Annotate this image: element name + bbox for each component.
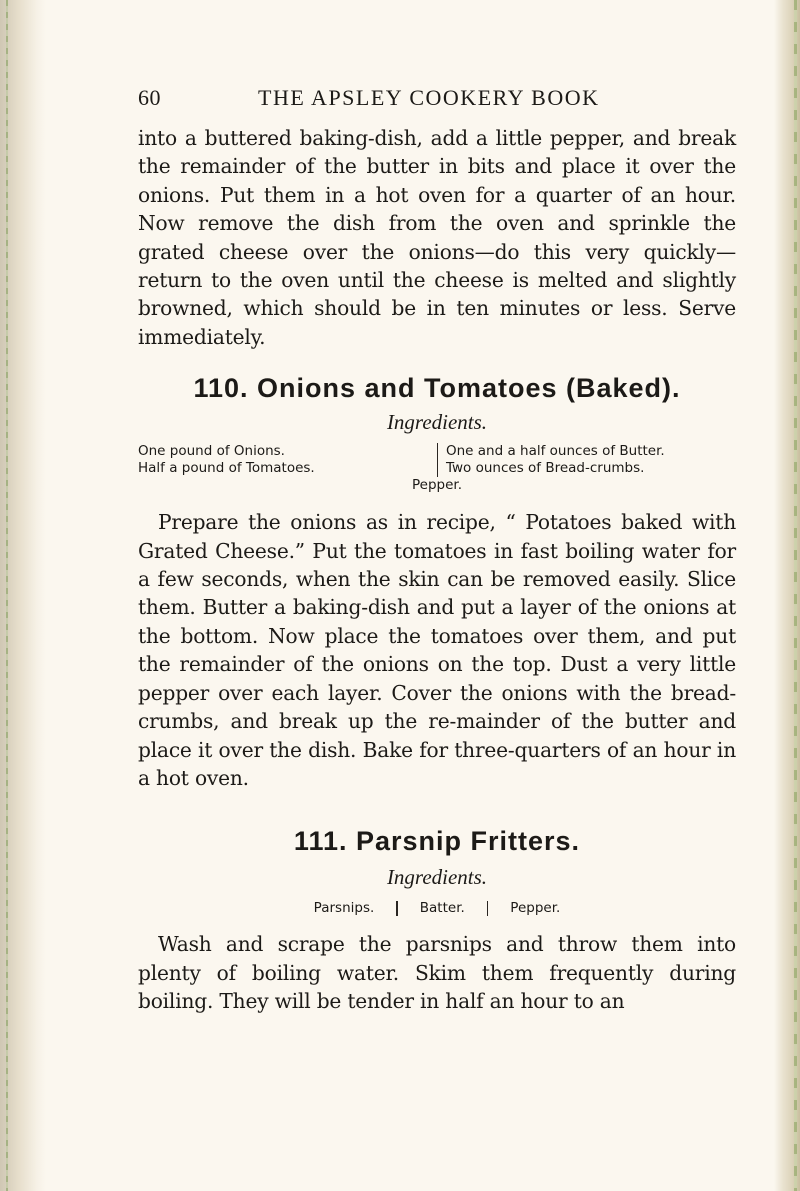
ingredients-column-right: [437, 443, 736, 477]
recipe-title-111: 111. Parsnip Fritters.: [293, 826, 581, 857]
ingredients-list: [138, 443, 736, 477]
running-head: [138, 85, 736, 119]
divider: [487, 901, 489, 916]
ingredient-item: Parsnips.: [313, 900, 375, 917]
ingredients-heading: Ingredients.: [386, 410, 488, 435]
ingredients-heading: Ingredients.: [386, 865, 488, 890]
ingredients-column-left: [138, 443, 437, 477]
page-binding-shadow: [0, 0, 46, 1191]
method-paragraph: Prepare the onions as in recipe, “ Potatoes baked with Grated Cheese.” Put the tomatoes in fast boiling water for a few seconds, when the skin can be removed easily. Slice them. Butter a baking-dish and put a layer of the onions at the bottom. Now place the tomatoes over them, and put the remainder of the onions on the top. Dust a very little pepper over each layer. Cover the onions with the bread-crumbs, and break up the re-mainder of the butter and place it over the dish. Bake for three-quarters of an hour in a hot oven.: [138, 510, 736, 790]
ingredient-item: Two ounces of Bread-crumbs.: [446, 460, 645, 477]
method-paragraph: Wash and scrape the parsnips and throw them into plenty of boiling water. Skim them frequently during boiling. They will be tender in half an hour to an: [138, 932, 736, 1014]
ingredient-item: Half a pound of Tomatoes.: [138, 460, 315, 477]
ingredients-list: [138, 900, 736, 916]
ingredient-item: One pound of Onions.: [138, 443, 285, 460]
divider: [396, 901, 398, 916]
recipe-title-110: 110. Onions and Tomatoes (Baked).: [193, 373, 681, 404]
book-page: [138, 85, 736, 1016]
page-number: 60: [138, 85, 161, 110]
ingredient-item: Pepper.: [411, 477, 462, 494]
continuation-paragraph: into a buttered baking-dish, add a little pepper, and break the remainder of the butter in bits and place it over the onions. Put them in a hot oven for a quarter of an hour. Now remove the dish from the oven and sprinkle the grated cheese over the onions—do this very quickly—return to the oven until the cheese is melted and slightly browned, which should be in ten minutes or less. Serve immediately.: [138, 126, 736, 349]
book-title: THE APSLEY COOKERY BOOK: [258, 85, 600, 110]
page-edge: [774, 0, 800, 1191]
ingredient-item: One and a half ounces of Butter.: [446, 443, 665, 460]
ingredient-item: Batter.: [419, 900, 465, 917]
ingredient-item: Pepper.: [510, 900, 561, 917]
